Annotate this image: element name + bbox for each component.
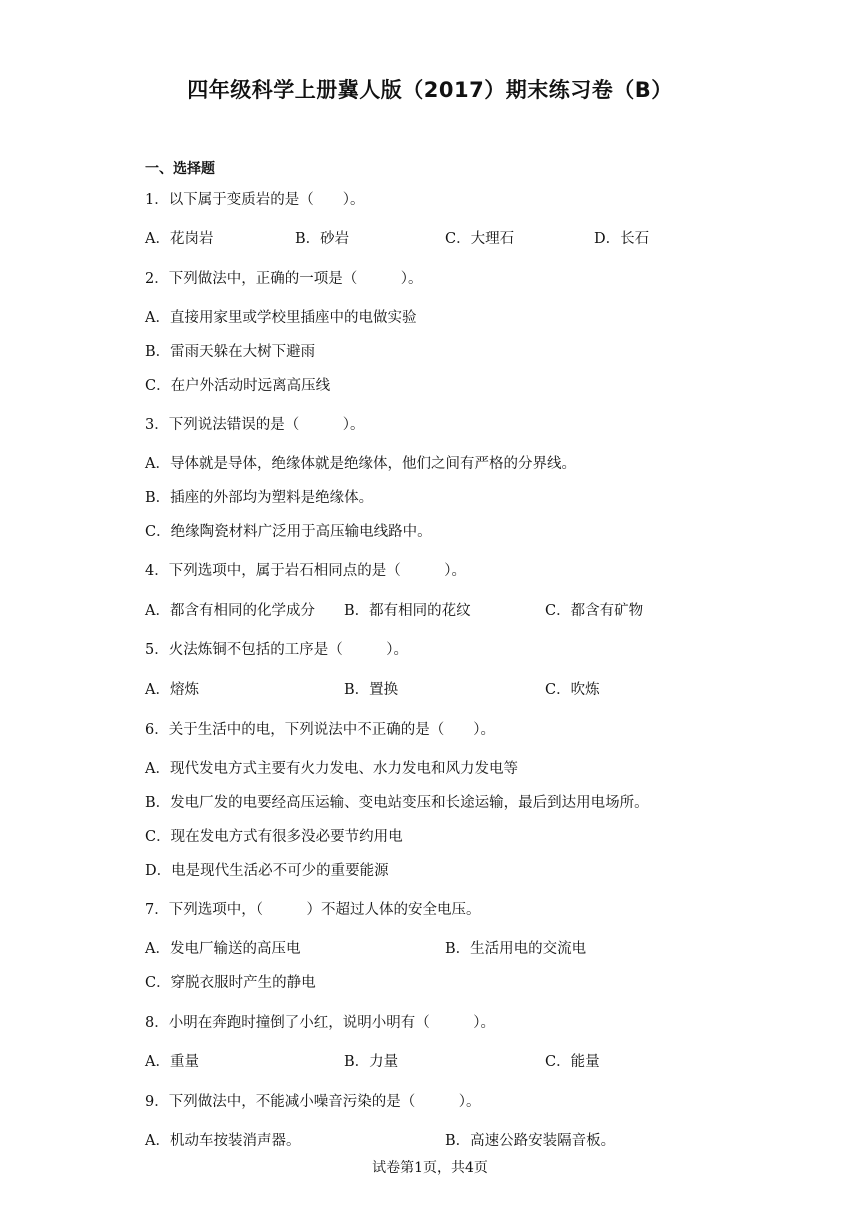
q8-option-b: B．力量 [344,1054,399,1070]
q2-option-a: A．直接用家里或学校里插座中的电做实验 [145,310,417,326]
q7-option-a: A．发电厂输送的高压电 [145,941,301,957]
q6-option-b: B．发电厂发的电要经高压运输、变电站变压和长途运输，最后到达用电场所。 [145,795,649,811]
q7-option-b: B．生活用电的交流电 [445,941,587,957]
q8-option-c: C．能量 [545,1054,600,1070]
q6-option-a: A．现代发电方式主要有火力发电、水力发电和风力发电等 [145,761,518,777]
q2-option-b: B．雷雨天躲在大树下避雨 [145,344,316,360]
exam-title: 四年级科学上册冀人版（2017）期末练习卷（B） [187,78,673,102]
question-2-stem: 2．下列做法中，正确的一项是（ ）。 [145,271,423,287]
q2-option-c: C．在户外活动时远离高压线 [145,378,331,394]
question-4-stem: 4．下列选项中，属于岩石相同点的是（ ）。 [145,563,466,579]
question-3-stem: 3．下列说法错误的是（ ）。 [145,417,365,433]
q5-option-b: B．置换 [344,682,399,698]
q8-option-a: A．重量 [145,1054,199,1070]
question-6-stem: 6．关于生活中的电，下列说法中不正确的是（ ）。 [145,722,495,738]
q1-option-b: B．砂岩 [295,231,350,247]
q1-option-c: C．大理石 [445,231,515,247]
section-heading: 一、选择题 [145,161,215,177]
q4-option-a: A．都含有相同的化学成分 [145,603,315,619]
q3-option-a: A．导体就是导体，绝缘体就是绝缘体，他们之间有严格的分界线。 [145,456,576,472]
q4-option-c: C．都含有矿物 [545,603,644,619]
question-7-stem: 7．下列选项中，（ ）不超过人体的安全电压。 [145,902,481,918]
q1-option-a: A．花岗岩 [145,231,214,247]
q1-option-d: D．长石 [594,231,650,247]
question-9-stem: 9．下列做法中，不能减小噪音污染的是（ ）。 [145,1094,481,1110]
page-footer: 试卷第1页，共4页 [372,1160,488,1176]
q3-option-b: B．插座的外部均为塑料是绝缘体。 [145,490,374,506]
q3-option-c: C．绝缘陶瓷材料广泛用于高压输电线路中。 [145,524,432,540]
q5-option-a: A．熔炼 [145,682,199,698]
q6-option-d: D．电是现代生活必不可少的重要能源 [145,863,389,879]
q5-option-c: C．吹炼 [545,682,600,698]
question-8-stem: 8．小明在奔跑时撞倒了小红，说明小明有（ ）。 [145,1015,495,1031]
q7-option-c: C．穿脱衣服时产生的静电 [145,975,316,991]
q9-option-a: A．机动车按装消声器。 [145,1133,301,1149]
question-1-stem: 1．以下属于变质岩的是（ ）。 [145,192,365,208]
question-5-stem: 5．火法炼铜不包括的工序是（ ）。 [145,642,408,658]
q4-option-b: B．都有相同的花纹 [344,603,471,619]
q9-option-b: B．高速公路安装隔音板。 [445,1133,616,1149]
q6-option-c: C．现在发电方式有很多没必要节约用电 [145,829,403,845]
